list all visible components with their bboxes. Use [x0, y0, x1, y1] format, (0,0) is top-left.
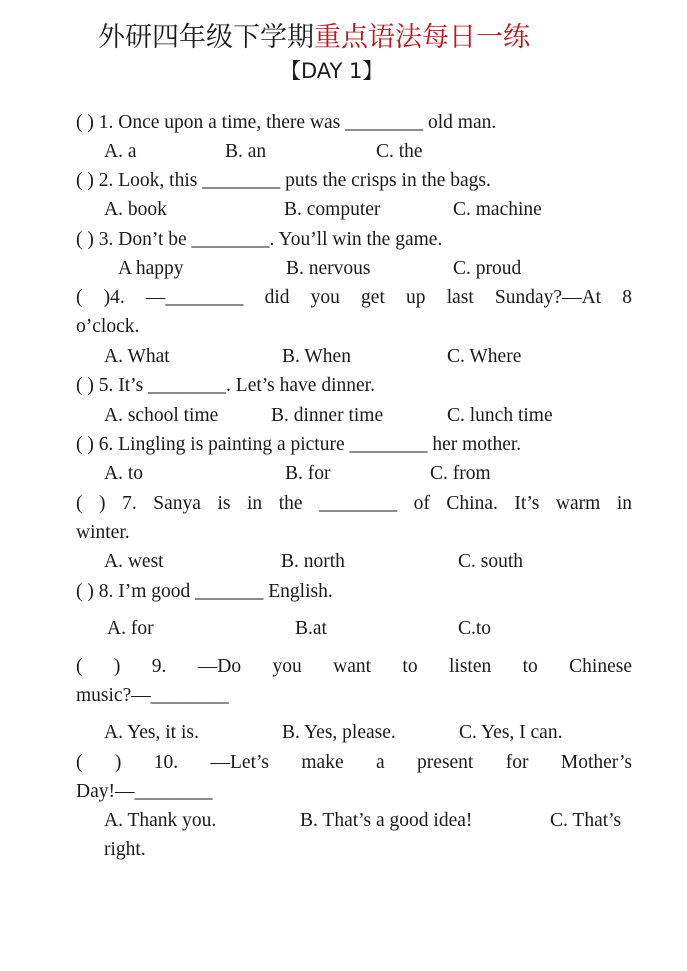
- question-7-stem-line1: ( ) 7. Sanya is in the ________ of China. It’s warm in: [76, 493, 632, 514]
- question-9-stem-line2: music?—________: [76, 685, 229, 706]
- question-3-option-c: C. proud: [453, 258, 522, 279]
- question-9-option-a: A. Yes, it is.: [104, 722, 199, 743]
- question-4-option-c: C. Where: [447, 346, 522, 367]
- question-10-option-c-cont: right.: [104, 839, 146, 860]
- question-5-option-a: A. school time: [104, 405, 219, 426]
- question-10-stem-line1: ( ) 10. —Let’s make a present for Mother’s: [76, 752, 632, 773]
- question-4-option-b: B. When: [282, 346, 351, 367]
- question-2-option-c: C. machine: [453, 199, 542, 220]
- day-label: 【DAY 1】: [280, 59, 384, 83]
- question-3-option-a: A happy: [118, 258, 184, 279]
- question-6-option-c: C. from: [430, 463, 491, 484]
- question-10-option-a: A. Thank you.: [104, 810, 217, 831]
- question-7-option-b: B. north: [281, 551, 345, 572]
- question-2-option-a: A. book: [104, 199, 167, 220]
- question-6-option-b: B. for: [285, 463, 331, 484]
- question-2-stem: ( ) 2. Look, this ________ puts the crisps in the bags.: [76, 170, 491, 191]
- worksheet-title: [98, 20, 530, 56]
- question-6-stem: ( ) 6. Lingling is painting a picture ________ her mother.: [76, 434, 522, 455]
- title-black: 外研四年级下学期: [98, 22, 314, 53]
- question-10-option-b: B. That’s a good idea!: [300, 810, 473, 831]
- title-red: 重点语法每日一练: [314, 22, 530, 53]
- question-3-option-b: B. nervous: [286, 258, 371, 279]
- question-1-option-b: B. an: [225, 141, 267, 162]
- question-4-option-a: A. What: [104, 346, 170, 367]
- question-4-stem-line1: ( )4. —________ did you get up last Sunday?—At 8: [76, 287, 632, 308]
- question-7-stem-line2: winter.: [76, 522, 130, 543]
- question-6-option-a: A. to: [104, 463, 143, 484]
- question-8-option-c: C.to: [458, 618, 492, 639]
- question-2-option-b: B. computer: [284, 199, 381, 220]
- question-3-stem: ( ) 3. Don’t be ________. You’ll win the game.: [76, 229, 443, 250]
- question-10-option-c: C. That’s: [550, 810, 622, 831]
- question-9-option-b: B. Yes, please.: [282, 722, 396, 743]
- question-1-option-a: A. a: [104, 141, 137, 162]
- question-9-option-c: C. Yes, I can.: [459, 722, 563, 743]
- question-8-option-b: B.at: [295, 618, 327, 639]
- question-8-option-a: A. for: [107, 618, 154, 639]
- question-5-option-b: B. dinner time: [271, 405, 384, 426]
- question-5-stem: ( ) 5. It’s ________. Let’s have dinner.: [76, 375, 375, 396]
- question-7-option-c: C. south: [458, 551, 524, 572]
- question-7-option-a: A. west: [104, 551, 164, 572]
- question-4-stem-line2: o’clock.: [76, 316, 140, 337]
- question-1-option-c: C. the: [376, 141, 423, 162]
- question-1-stem: ( ) 1. Once upon a time, there was ________ old man.: [76, 112, 497, 133]
- question-9-stem-line1: ( ) 9. —Do you want to listen to Chinese: [76, 656, 632, 677]
- question-5-option-c: C. lunch time: [447, 405, 553, 426]
- question-10-stem-line2: Day!—________: [76, 781, 213, 802]
- question-8-stem: ( ) 8. I’m good _______ English.: [76, 581, 333, 602]
